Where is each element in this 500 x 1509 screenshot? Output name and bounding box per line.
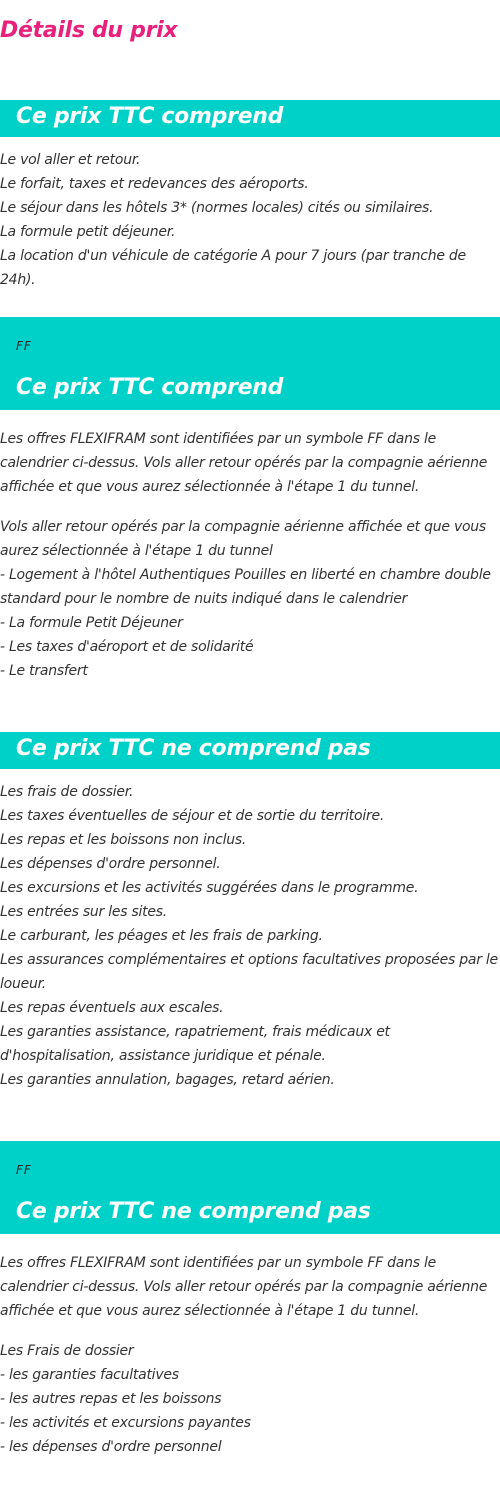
ff-included-heading: Ce prix TTC comprend bbox=[16, 375, 284, 400]
list-item: Le séjour dans les hôtels 3* (normes locales) cités ou similaires. bbox=[0, 200, 434, 216]
excluded-heading: Ce prix TTC ne comprend pas bbox=[16, 736, 371, 761]
list-item: Les taxes éventuelles de séjour et de sortie du territoire. bbox=[0, 808, 385, 824]
list-item: - Logement à l'hôtel Authentiques Pouilles en liberté en chambre double standard pour le nombre de nuits indiqué dans le calendrier bbox=[0, 567, 491, 607]
list-item: Le vol aller et retour. bbox=[0, 152, 141, 168]
list-item: - La formule Petit Déjeuner bbox=[0, 615, 183, 631]
included-header-band bbox=[0, 100, 500, 137]
ff-excluded-heading: Ce prix TTC ne comprend pas bbox=[16, 1199, 371, 1224]
excluded-header-band bbox=[0, 732, 500, 769]
included-list bbox=[0, 148, 500, 292]
list-item: Les dépenses d'ordre personnel. bbox=[0, 856, 221, 872]
list-item: Les repas et les boissons non inclus. bbox=[0, 832, 247, 848]
list-item: Les garanties annulation, bagages, retard aérien. bbox=[0, 1072, 335, 1088]
list-item: La formule petit déjeuner. bbox=[0, 224, 176, 240]
included-heading: Ce prix TTC comprend bbox=[16, 104, 284, 129]
ff-included-header-band bbox=[0, 317, 500, 410]
list-item: La location d'un véhicule de catégorie A pour 7 jours (par tranche de 24h). bbox=[0, 248, 466, 288]
list-item: - les garanties facultatives bbox=[0, 1367, 179, 1383]
page-title: Détails du prix bbox=[0, 18, 178, 43]
ff-excluded-details bbox=[0, 1339, 500, 1459]
list-item: Les frais de dossier. bbox=[0, 784, 134, 800]
ff-tag: FF bbox=[16, 339, 32, 353]
list-item: - Les taxes d'aéroport et de solidarité bbox=[0, 639, 254, 655]
list-item: Les Frais de dossier bbox=[0, 1343, 134, 1359]
list-item: Les assurances complémentaires et options facultatives proposées par le loueur. bbox=[0, 952, 498, 992]
ff-included-intro: Les offres FLEXIFRAM sont identifiées par un symbole FF dans le calendrier ci-dessus. Vols aller retour opérés par la compagnie aérienne affichée et que vous aurez sélectionnée à l'étape 1 du tunnel. bbox=[0, 431, 488, 495]
list-item: Les entrées sur les sites. bbox=[0, 904, 168, 920]
list-item: Les repas éventuels aux escales. bbox=[0, 1000, 224, 1016]
ff-excluded-header-band bbox=[0, 1141, 500, 1234]
list-item: Le forfait, taxes et redevances des aéroports. bbox=[0, 176, 309, 192]
list-item: Les excursions et les activités suggérées dans le programme. bbox=[0, 880, 419, 896]
list-item: - Le transfert bbox=[0, 663, 88, 679]
list-item: - les autres repas et les boissons bbox=[0, 1391, 222, 1407]
excluded-list bbox=[0, 780, 500, 1092]
ff-tag: FF bbox=[16, 1163, 32, 1177]
list-item: - les dépenses d'ordre personnel bbox=[0, 1439, 222, 1455]
list-item: Les garanties assistance, rapatriement, frais médicaux et d'hospitalisation, assistance juridique et pénale. bbox=[0, 1024, 390, 1064]
ff-excluded-intro: Les offres FLEXIFRAM sont identifiées par un symbole FF dans le calendrier ci-dessus. Vols aller retour opérés par la compagnie aérienne affichée et que vous aurez sélectionnée à l'étape 1 du tunnel. bbox=[0, 1255, 488, 1319]
list-item: Vols aller retour opérés par la compagnie aérienne affichée et que vous aurez sélectionnée à l'étape 1 du tunnel bbox=[0, 519, 486, 559]
list-item: Le carburant, les péages et les frais de parking. bbox=[0, 928, 323, 944]
ff-included-details bbox=[0, 515, 500, 683]
list-item: - les activités et excursions payantes bbox=[0, 1415, 251, 1431]
